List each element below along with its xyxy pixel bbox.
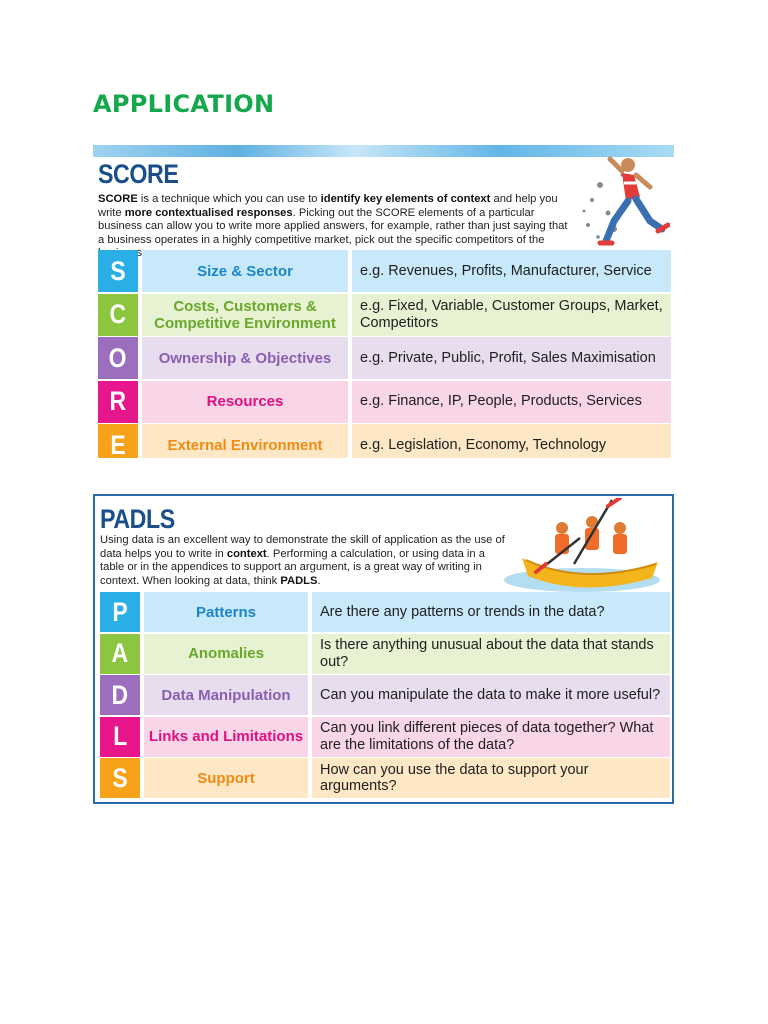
padls-table — [100, 592, 670, 800]
padls-title: PADLS — [100, 504, 175, 534]
row-description: e.g. Finance, IP, People, Products, Services — [352, 381, 671, 423]
row-label: Support — [144, 758, 308, 798]
table-row — [98, 381, 671, 423]
row-letter: E — [98, 424, 138, 458]
row-letter: L — [100, 717, 140, 757]
table-row — [100, 758, 670, 798]
row-label: Ownership & Objectives — [142, 337, 348, 379]
row-description: Are there any patterns or trends in the data? — [312, 592, 670, 632]
table-row — [100, 592, 670, 632]
score-intro: SCORE is a technique which you can use to identify key elements of context and help you write more contextualised responses. Picking out the SCORE elements of a particular business can allow you to write more applied answers, for example, rather than just saying that a business operates in a highly competitive market, pick out the specific competitors of the — [98, 193, 568, 246]
runner-icon — [570, 145, 670, 257]
row-label: Size & Sector — [142, 250, 348, 292]
padls-card — [93, 494, 674, 804]
table-row — [100, 717, 670, 757]
row-letter: R — [98, 381, 138, 423]
row-description: e.g. Revenues, Profits, Manufacturer, Service — [352, 250, 671, 292]
row-description: Is there anything unusual about the data that stands out? — [312, 634, 670, 674]
row-description: Can you link different pieces of data together? What are the limitations of the data? — [312, 717, 670, 757]
page-title: APPLICATION — [93, 90, 275, 118]
row-label: Anomalies — [144, 634, 308, 674]
rafting-icon — [502, 498, 662, 594]
row-letter: D — [100, 675, 140, 715]
table-row — [100, 634, 670, 674]
row-label: Resources — [142, 381, 348, 423]
score-card — [93, 145, 674, 458]
row-letter: P — [100, 592, 140, 632]
row-label: Data Manipulation — [144, 675, 308, 715]
score-table — [98, 250, 671, 458]
row-letter: S — [98, 250, 138, 292]
table-row — [98, 250, 671, 292]
row-label: Patterns — [144, 592, 308, 632]
row-description: e.g. Private, Public, Profit, Sales Maximisation — [352, 337, 671, 379]
table-row — [98, 337, 671, 379]
row-label: External Environment — [142, 424, 348, 458]
table-row — [98, 294, 671, 336]
row-description: e.g. Legislation, Economy, Technology — [352, 424, 671, 458]
row-letter: O — [98, 337, 138, 379]
row-description: How can you use the data to support your arguments? — [312, 758, 670, 798]
row-letter: C — [98, 294, 138, 336]
score-title: SCORE — [98, 159, 179, 189]
table-row — [98, 424, 671, 458]
row-description: Can you manipulate the data to make it more useful? — [312, 675, 670, 715]
padls-intro: Using data is an excellent way to demonstrate the skill of application as the use of data helps you to write in context. Performing a calculation, or using data in a table or in the appendices to support an argument, is a great way of writing in context. When looking at data, think PADLS. — [100, 534, 505, 587]
table-row — [100, 675, 670, 715]
row-label: Costs, Customers & Competitive Environment — [142, 294, 348, 336]
row-letter: A — [100, 634, 140, 674]
row-letter: S — [100, 758, 140, 798]
row-label: Links and Limitations — [144, 717, 308, 757]
row-description: e.g. Fixed, Variable, Customer Groups, Market, Competitors — [352, 294, 671, 336]
